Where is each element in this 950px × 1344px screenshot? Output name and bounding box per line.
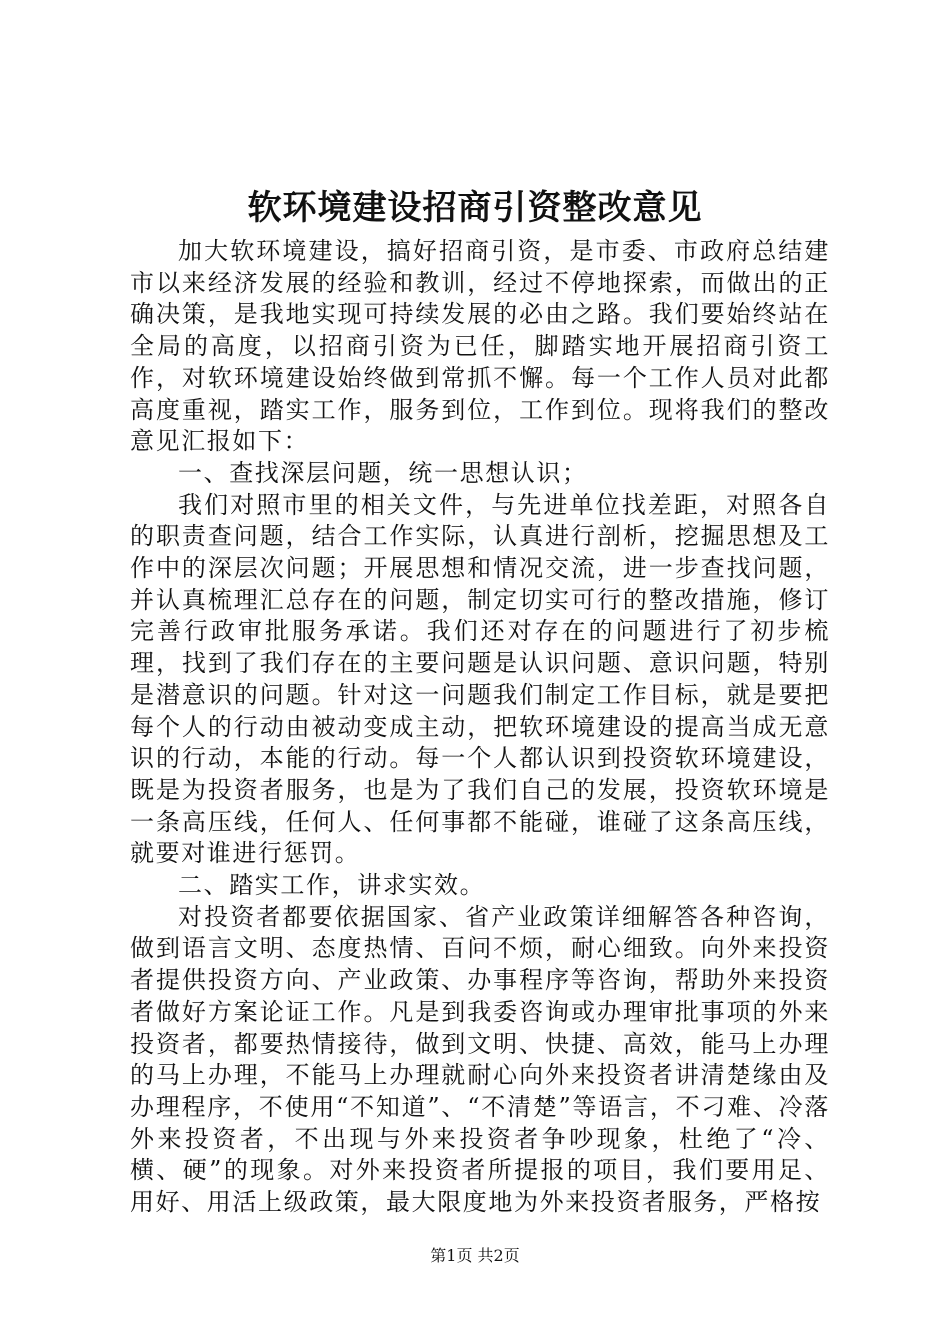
section-heading-2: 二、踏实工作，讲求实效。 — [178, 871, 486, 900]
document-title: 软环境建设招商引资整改意见 — [247, 188, 703, 228]
page-footer: 第1页 共2页 — [430, 1246, 520, 1265]
paragraph-intro: 加大软环境建设，搞好招商引资，是市委、市政府总结建市以来经济发展的经验和教训，经过不停地探索，而做出的正确决策，是我地实现可持续发展的必由之路。我们要始终站在全局的高度，以招商引资为已任，脚踏实地开展招商引资工作，对软环境建设始终做到常抓不懈。每一个工作人员对此都高度重视，踏实工作，服务到位，工作到位。现将我们的整改意见汇报如下： — [130, 237, 830, 456]
paragraph-section-2: 对投资者都要依据国家、省产业政策详细解答各种咨询，做到语言文明、态度热情、百问不烦，耐心细致。向外来投资者提供投资方向、产业政策、办事程序等咨询，帮助外来投资者做好方案论证工作。凡是到我委咨询或办理审批事项的外来投资者，都要热情接待，做到文明、快捷、高效，能马上办理的马上办理，不能马上办理就耐心向外来投资者讲清楚缘由及办理程序，不使用“不知道”、“不清楚”等语言，不刁难、冷落外来投资者，不出现与外来投资者争吵现象，杜绝了“冷、横、硬”的现象。对外来投资者所提报的项目，我们要用足、用好、用活上级政策，最大限度地为外来投资者服务，严格按 — [130, 902, 830, 1217]
document-body — [130, 236, 830, 1219]
section-heading-1: 一、查找深层问题，统一思想认识； — [178, 458, 588, 487]
paragraph-section-1: 我们对照市里的相关文件，与先进单位找差距，对照各自的职责查问题，结合工作实际，认真进行剖析，挖掘思想及工作中的深层次问题；开展思想和情况交流，进一步查找问题，并认真梳理汇总存在的问题，制定切实可行的整改措施，修订完善行政审批服务承诺。我们还对存在的问题进行了初步梳理，找到了我们存在的主要问题是认识问题、意识问题，特别是潜意识的问题。针对这一问题我们制定工作目标，就是要把每个人的行动由被动变成主动，把软环境建设的提高当成无意识的行动，本能的行动。每一个人都认识到投资软环境建设，既是为投资者服务，也是为了我们自己的发展，投资软环境是一条高压线，任何人、任何事都不能碰，谁碰了这条高压线，就要对谁进行惩罚。 — [130, 490, 830, 868]
